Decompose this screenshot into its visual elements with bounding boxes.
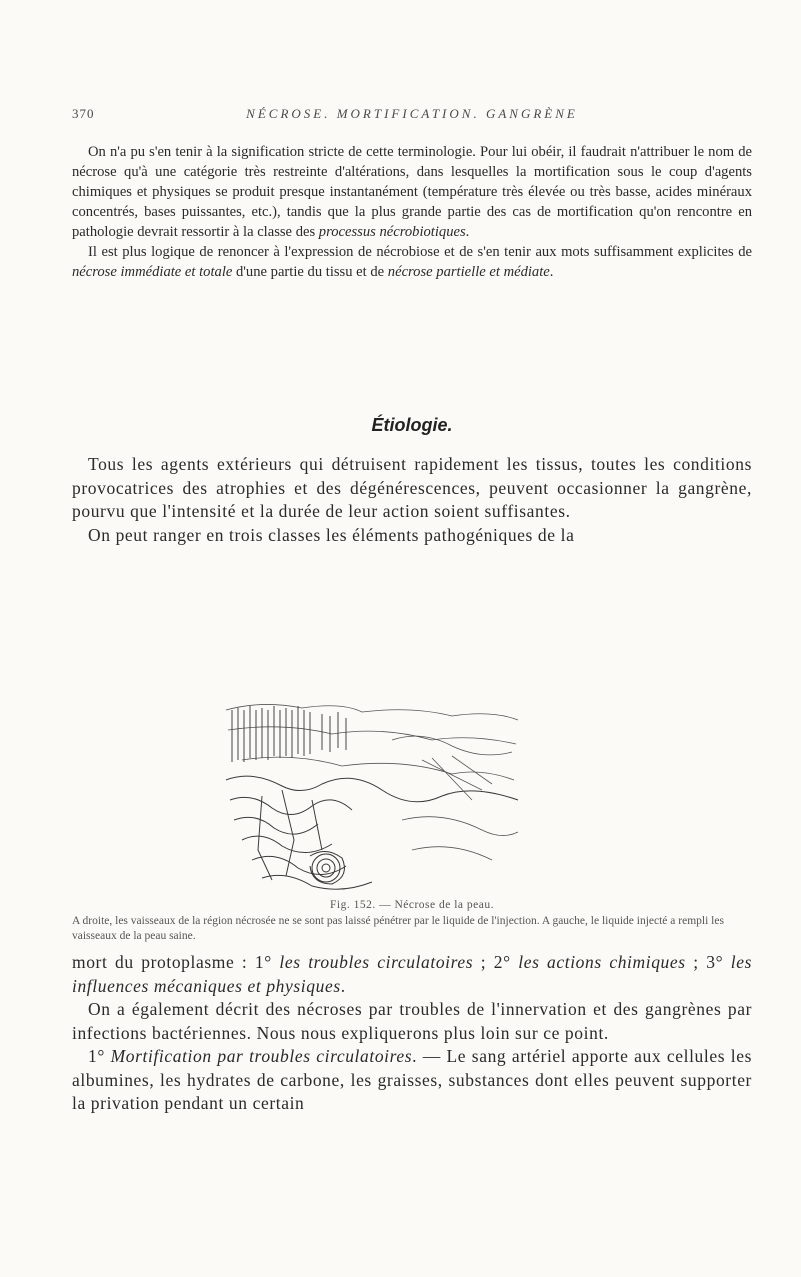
body-paragraph-4: 1° Mortification par troubles circulatoires. — Le sang artériel apporte aux cellules les albumines, les hydrates de carbone, les graisses, substances dont elles peuvent supporter la privation pendant un certain <box>72 1046 752 1113</box>
figure-caption <box>72 899 752 944</box>
page-header <box>72 106 752 126</box>
intro-paragraph-2: Il est plus logique de renoncer à l'expression de nécrobiose et de s'en tenir aux mots suffisamment explicites de nécrose immédiate et totale d'une partie du tissu et de nécrose partielle et médiate. <box>72 244 752 280</box>
body-paragraph-2-continued: mort du protoplasme : 1° les troubles circulatoires ; 2° les actions chimiques ; 3° les influences mécaniques et physiques. <box>72 952 753 996</box>
figure-caption-title: Fig. 152. — Nécrose de la peau. <box>329 899 494 911</box>
body-text-top <box>72 453 752 547</box>
necrosis-skin-figure <box>222 700 522 894</box>
page-number: 370 <box>72 106 95 121</box>
figure-caption-body: A droite, les vaisseaux de la région nécrosée ne se sont pas laissé pénétrer par le liquide de l'injection. A gauche, le liquide injecté a rempli les vaisseaux de la peau saine. <box>72 915 724 942</box>
body-paragraph-1: Tous les agents extérieurs qui détruisent rapidement les tissus, toutes les conditions provocatrices des atrophies et des dégénérescences, peuvent occasionner la gangrène, pourvu que l'intensité et la durée de leur action soient suffisantes. <box>72 454 752 521</box>
body-text-bottom <box>72 951 752 1116</box>
section-heading: Étiologie. <box>371 415 453 435</box>
intro-text <box>72 142 752 282</box>
running-title: NÉCROSE. MORTIFICATION. GANGRÈNE <box>246 106 578 121</box>
body-paragraph-2-start: On peut ranger en trois classes les éléments pathogéniques de la <box>88 524 575 545</box>
intro-paragraph-1: On n'a pu s'en tenir à la signification stricte de cette terminologie. Pour lui obéir, il faudrait n'attribuer le nom de nécrose qu'à une catégorie très restreinte d'altérations, dans lesquelles la mortification sous le coup d'agents chimiques et physiques se produit presque instantanément (température très élevée ou très basse, acides minéraux concentrés, bases puissantes, etc.), tandis que la plus grande partie des cas de mortification qu'on rencontre en pathologie devrait ressortir à la classe des processus nécrobiotiques. <box>72 144 752 240</box>
body-paragraph-3: On a également décrit des nécroses par troubles de l'innervation et des gangrènes par infections bactériennes. Nous nous expliquerons plus loin sur ce point. <box>72 999 752 1043</box>
